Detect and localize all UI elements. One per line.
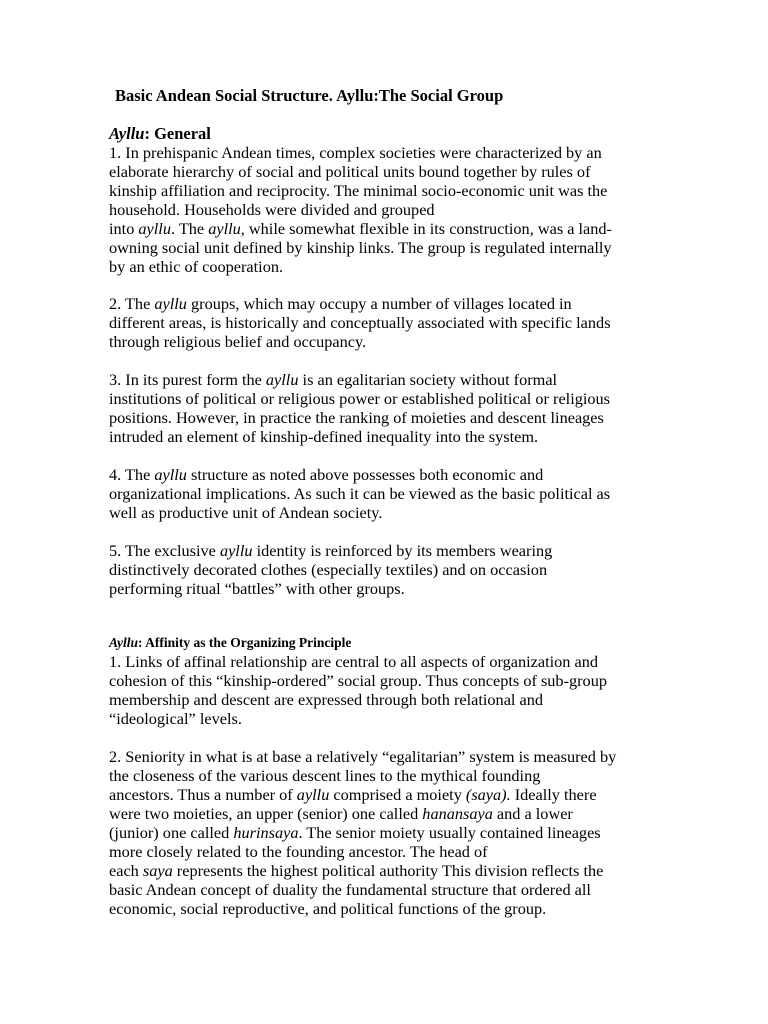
- italic-term: ayllu: [154, 465, 187, 484]
- text-line: institutions of political or religious power or established political or religious: [109, 389, 611, 408]
- document-title: Basic Andean Social Structure. Ayllu:The Social Group: [115, 86, 504, 105]
- italic-term: saya: [142, 861, 173, 880]
- text-line: different areas, is historically and conceptually associated with specific lands: [109, 313, 611, 332]
- text-line: owning social unit defined by kinship links. The group is regulated internally: [109, 238, 612, 257]
- paragraph: [109, 541, 669, 598]
- text-line: 1. In prehispanic Andean times, complex societies were characterized by an: [109, 143, 602, 162]
- text-line: basic Andean concept of duality the fundamental structure that ordered all: [109, 880, 591, 899]
- italic-term: ayllu: [154, 294, 187, 313]
- text-line: were two moieties, an upper (senior) one called hanansaya and a lower: [109, 804, 573, 823]
- text-line: well as productive unit of Andean society.: [109, 503, 383, 522]
- text-line: 5. The exclusive ayllu identity is reinforced by its members wearing: [109, 541, 553, 560]
- section-heading-general: [109, 124, 211, 144]
- text-line: kinship affiliation and reciprocity. The minimal socio-economic unit was the: [109, 181, 608, 200]
- paragraph: [109, 143, 669, 276]
- text-line: distinctively decorated clothes (especially textiles) and on occasion: [109, 560, 548, 579]
- text-line: economic, social reproductive, and political functions of the group.: [109, 899, 547, 918]
- text-line: more closely related to the founding ancestor. The head of: [109, 842, 488, 861]
- paragraph: [109, 465, 669, 522]
- text-line: household. Households were divided and grouped: [109, 200, 435, 219]
- section-heading-term: Ayllu: [109, 635, 139, 650]
- section-heading-affinity: [109, 635, 351, 651]
- text-line: positions. However, in practice the ranking of moieties and descent lineages: [109, 408, 604, 427]
- text-line: 1. Links of affinal relationship are central to all aspects of organization and: [109, 652, 599, 671]
- text-line: ancestors. Thus a number of ayllu comprised a moiety (saya). Ideally there: [109, 785, 597, 804]
- italic-term: ayllu,: [208, 219, 245, 238]
- paragraph: [109, 652, 669, 728]
- text-line: (junior) one called hurinsaya. The senior moiety usually contained lineages: [109, 823, 601, 842]
- italic-term: (saya).: [465, 785, 511, 804]
- text-line: membership and descent are expressed through both relational and: [109, 690, 544, 709]
- section-heading-text: : Affinity as the Organizing Principle: [138, 635, 352, 650]
- paragraph: [109, 747, 669, 918]
- italic-term: ayllu: [219, 541, 253, 560]
- text-line: organizational implications. As such it can be viewed as the basic political as: [109, 484, 611, 503]
- text-line: each saya represents the highest political authority This division reflects the: [109, 861, 604, 880]
- section-heading-term: Ayllu: [109, 124, 145, 143]
- text-line: into ayllu. The ayllu, while somewhat flexible in its construction, was a land-: [109, 219, 612, 238]
- text-line: performing ritual “battles” with other groups.: [109, 579, 405, 598]
- text-line: intruded an element of kinship-defined inequality into the system.: [109, 427, 539, 446]
- text-line: elaborate hierarchy of social and political units bound together by rules of: [109, 162, 591, 181]
- text-line: “ideological” levels.: [109, 709, 242, 728]
- italic-term: hanansaya: [422, 804, 493, 823]
- italic-term: ayllu: [138, 219, 171, 238]
- italic-term: ayllu: [296, 785, 330, 804]
- italic-term: ayllu: [265, 370, 299, 389]
- text-line: 2. Seniority in what is at base a relatively “egalitarian” system is measured by: [109, 747, 617, 766]
- text-line: cohesion of this “kinship-ordered” social group. Thus concepts of sub-group: [109, 671, 607, 690]
- italic-term: hurinsaya: [233, 823, 299, 842]
- text-line: 4. The ayllu structure as noted above possesses both economic and: [109, 465, 544, 484]
- text-line: the closeness of the various descent lines to the mythical founding: [109, 766, 541, 785]
- paragraph: [109, 294, 669, 351]
- paragraph: [109, 370, 669, 446]
- text-line: 2. The ayllu groups, which may occupy a number of villages located in: [109, 294, 572, 313]
- text-line: 3. In its purest form the ayllu is an egalitarian society without formal: [109, 370, 558, 389]
- section-heading-text: : General: [144, 124, 211, 143]
- text-line: by an ethic of cooperation.: [109, 257, 284, 276]
- text-line: through religious belief and occupancy.: [109, 332, 367, 351]
